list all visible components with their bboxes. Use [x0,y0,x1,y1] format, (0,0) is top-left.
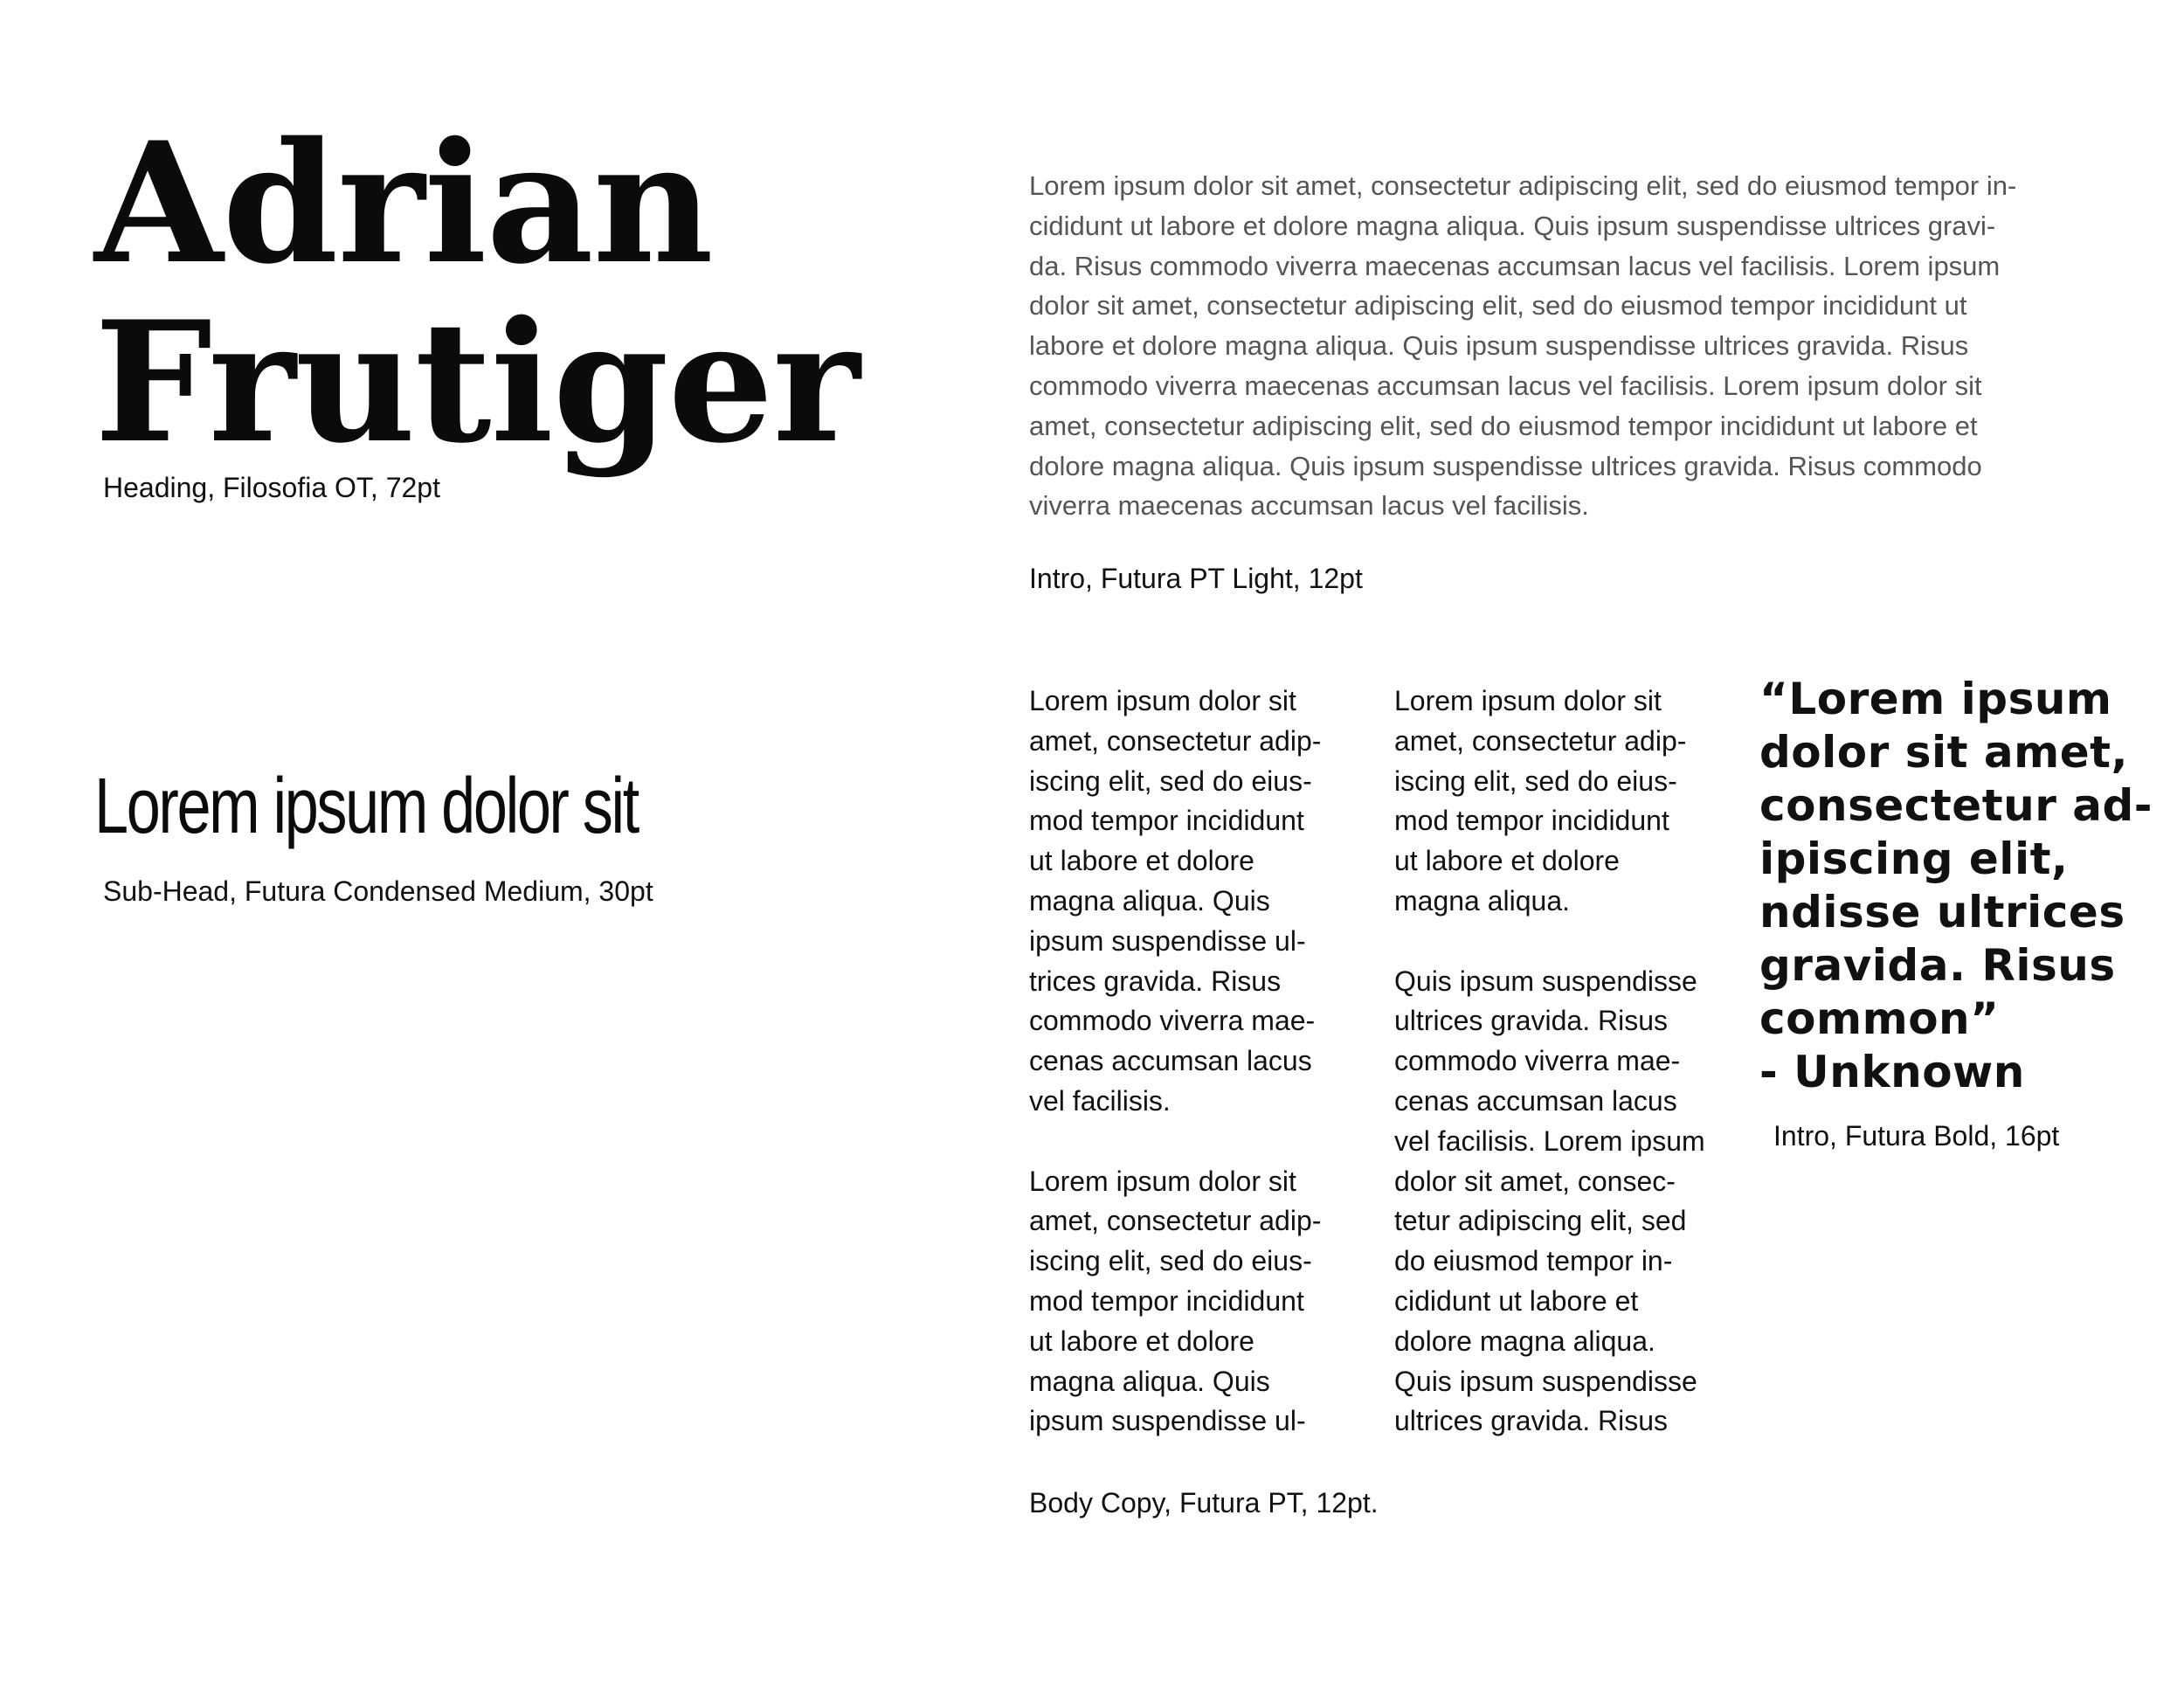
body-line: cenas accumsan lacus [1394,1084,1677,1117]
body-line: commodo viverra mae- [1029,1005,1316,1037]
intro-line: dolor sit amet, consectetur adipiscing elit, sed do eiusmod tempor incididunt ut [1029,290,1967,322]
body-line: amet, consectetur adip- [1394,724,1687,757]
body-line: commodo viverra mae- [1394,1045,1681,1077]
intro-line: da. Risus commodo viverra maecenas accumsan lacus vel facilisis. Lorem ipsum [1029,250,2001,281]
body-line: iscing elit, sed do eius- [1394,764,1677,797]
intro-line: cididunt ut labore et dolore magna aliqua. Quis ipsum suspendisse ultrices gravi- [1029,210,1996,241]
body-line: ultrices gravida. Risus [1394,1005,1668,1037]
body-line: dolor sit amet, consec- [1394,1165,1676,1197]
intro-paragraph [1029,166,2077,526]
body-caption: Body Copy, Futura PT, 12pt. [1029,1487,1379,1519]
quote-line: dolor sit amet, [1759,727,2129,778]
quote-line: ipiscing elit, [1759,834,2069,884]
body-line: ut labore et dolore [1394,845,1620,877]
heading-line-1: Adrian [94,106,713,301]
heading-caption: Heading, Filosofia OT, 72pt [103,472,440,503]
body-line: vel facilisis. [1029,1084,1171,1117]
quote-attribution: - Unknown [1759,1047,2025,1097]
body-line: amet, consectetur adip- [1029,1205,1322,1237]
subhead-specimen: Lorem ipsum dolor sit [94,763,638,850]
pull-quote [1759,673,2179,1099]
subhead-caption: Sub-Head, Futura Condensed Medium, 30pt [103,875,653,907]
body-line: dolore magna aliqua. [1394,1325,1655,1357]
quote-line: consectetur ad- [1759,780,2153,831]
body-line: Lorem ipsum dolor sit [1029,685,1296,716]
body-line: cenas accumsan lacus [1029,1045,1312,1077]
body-line: do eiusmod tempor in- [1394,1245,1673,1277]
body-line: mod tempor incididunt [1394,805,1669,837]
body-line: Quis ipsum suspendisse [1394,965,1697,997]
intro-caption: Intro, Futura PT Light, 12pt [1029,563,1363,594]
body-line: ut labore et dolore [1029,845,1254,877]
intro-line: amet, consectetur adipiscing elit, sed do eiusmod tempor incididunt ut labore et [1029,410,1978,441]
intro-line: labore et dolore magna aliqua. Quis ipsum suspendisse ultrices gravida. Risus [1029,330,1969,362]
intro-line: Lorem ipsum dolor sit amet, consectetur adipiscing elit, sed do eiusmod tempor in- [1029,170,2017,201]
paragraph-spacer [1029,1122,1344,1162]
body-line: iscing elit, sed do eius- [1029,764,1312,797]
body-line: magna aliqua. Quis [1029,1365,1270,1397]
body-line: ipsum suspendisse ul- [1029,924,1306,957]
body-line: Lorem ipsum dolor sit [1029,1165,1296,1197]
body-line: amet, consectetur adip- [1029,724,1322,757]
body-line: magna aliqua. Quis [1029,884,1270,917]
intro-line: dolore magna aliqua. Quis ipsum suspendisse ultrices gravida. Risus commodo [1029,450,1982,481]
quote-line: ndisse ultrices [1759,887,2125,937]
intro-line: viverra maecenas accumsan lacus vel facilisis. [1029,490,1589,522]
heading-line-2: Frutiger [94,285,860,480]
quote-caption: Intro, Futura Bold, 16pt [1773,1120,2060,1152]
body-line: ut labore et dolore [1029,1325,1254,1357]
body-column-2 [1394,681,1709,1442]
body-column-1 [1029,681,1344,1442]
paragraph-spacer [1394,922,1709,962]
heading-specimen [94,106,924,480]
quote-line: gravida. Risus [1759,940,2116,991]
body-line: trices gravida. Risus [1029,965,1282,997]
quote-line: “Lorem ipsum [1759,674,2112,724]
body-line: ultrices gravida. Risus [1394,1405,1668,1437]
body-line: mod tempor incididunt [1029,805,1304,837]
body-line: mod tempor incididunt [1029,1284,1304,1317]
intro-line: commodo viverra maecenas accumsan lacus vel facilisis. Lorem ipsum dolor sit [1029,370,1982,401]
body-line: iscing elit, sed do eius- [1029,1245,1312,1277]
body-line: vel facilisis. Lorem ipsum [1394,1124,1705,1157]
body-line: tetur adipiscing elit, sed [1394,1205,1687,1237]
body-line: Lorem ipsum dolor sit [1394,685,1662,716]
body-line: Quis ipsum suspendisse [1394,1365,1697,1397]
body-line: ipsum suspendisse ul- [1029,1405,1306,1437]
body-line: magna aliqua. [1394,884,1571,917]
quote-line: common” [1759,993,2000,1044]
body-line: cididunt ut labore et [1394,1284,1639,1317]
